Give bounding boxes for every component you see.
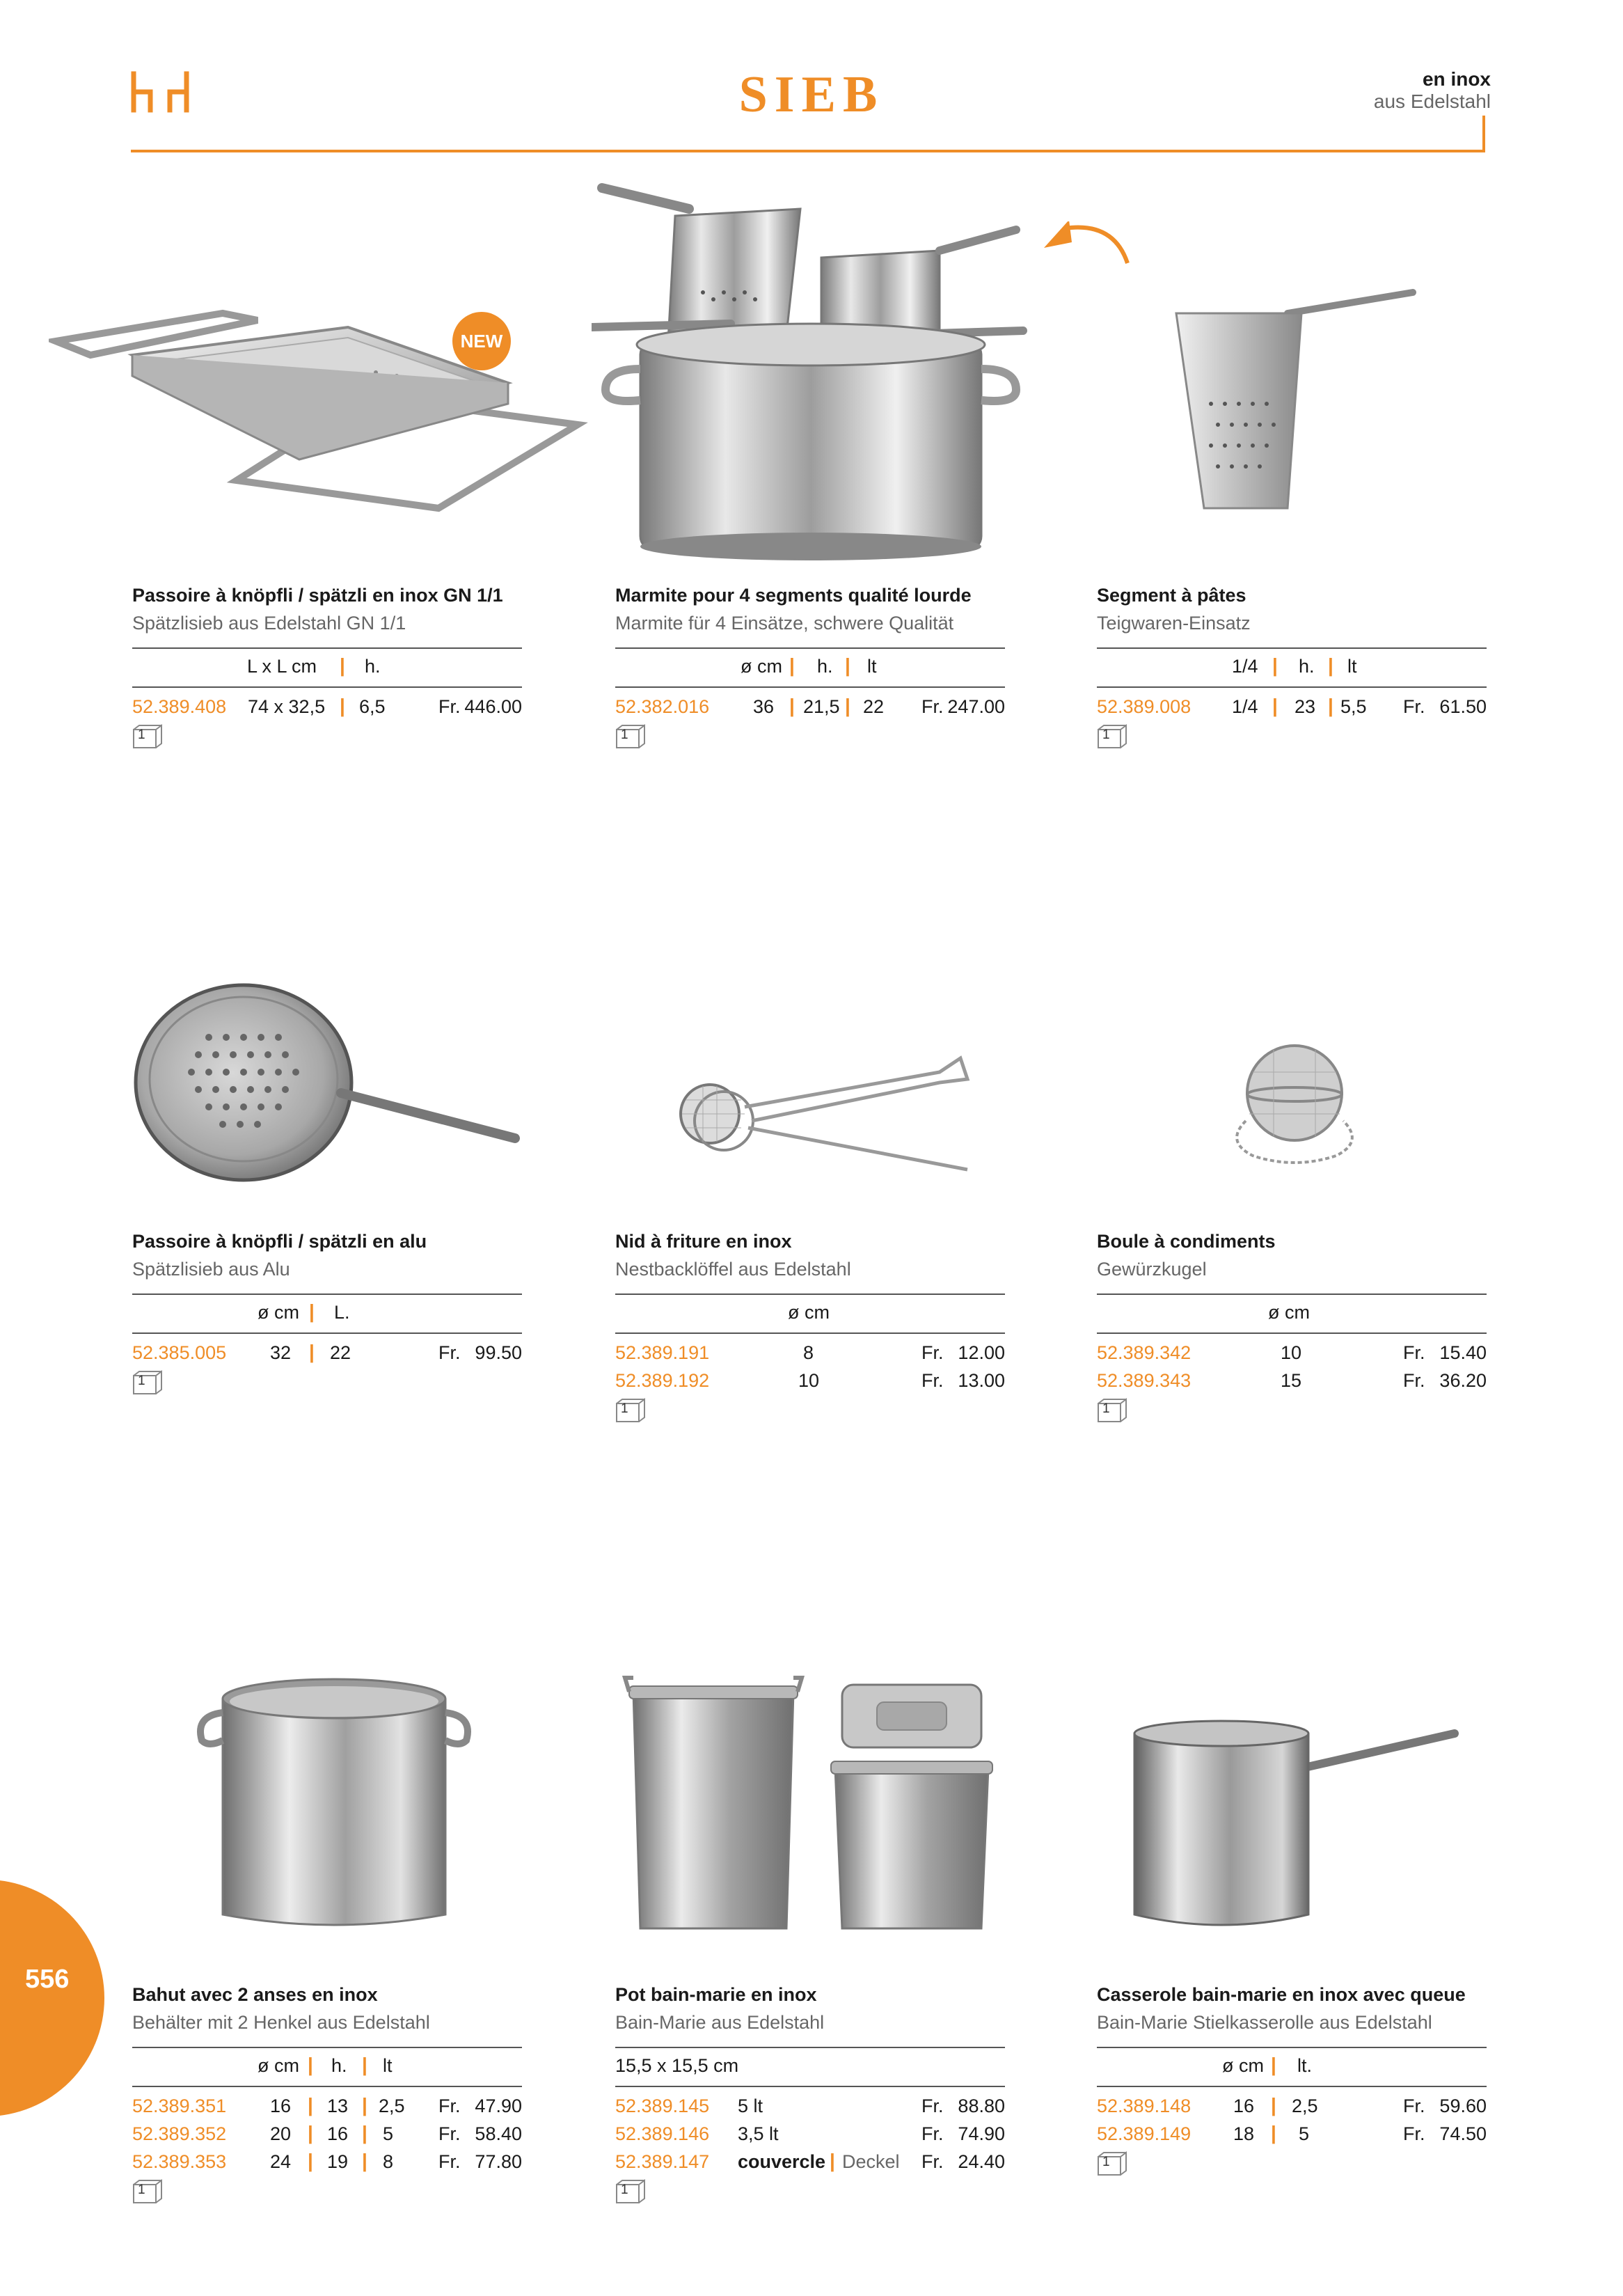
header-rule-tick — [1482, 116, 1485, 152]
price: 247.00 — [947, 696, 1005, 717]
table-cell: 22 — [863, 696, 885, 717]
column-separator: | — [845, 654, 850, 676]
package-quantity: 1 — [138, 1374, 145, 1388]
column-header: h. — [817, 656, 833, 677]
table-cell: 2,5 — [379, 2096, 405, 2116]
table-cell: 8 — [803, 1342, 814, 1363]
column-separator: | — [1271, 2122, 1276, 2144]
article-number: 52.389.147 — [615, 2151, 710, 2172]
column-separator: | — [1271, 2054, 1276, 2075]
price: 61.50 — [1439, 696, 1487, 717]
product-card — [1097, 1231, 1487, 1416]
product-card — [1097, 1984, 1487, 2193]
product-card — [615, 1984, 1005, 2197]
column-header: ø cm — [258, 2055, 299, 2076]
article-number: 52.389.352 — [132, 2123, 227, 2144]
header-subtitle-de: aus Edelstahl — [1373, 91, 1491, 112]
table-rule — [132, 1294, 522, 1295]
currency: Fr. — [1403, 1342, 1425, 1363]
column-header: ø cm — [788, 1302, 830, 1323]
column-header: L x L cm — [247, 656, 317, 677]
table-cell: 22 — [330, 1342, 351, 1363]
table-cell: 10 — [798, 1370, 820, 1391]
table-cell: 6,5 — [359, 696, 386, 717]
price: 74.90 — [958, 2123, 1005, 2144]
article-number: 52.389.192 — [615, 1370, 710, 1391]
table-cell: 16 — [270, 2096, 292, 2116]
column-header: ø cm — [1222, 2055, 1264, 2076]
table-rule — [615, 686, 1005, 688]
product-title-fr: Pot bain-marie en inox — [615, 1984, 817, 2005]
package-quantity: 1 — [1102, 2155, 1110, 2169]
product-title-de: Gewürzkugel — [1097, 1259, 1207, 1280]
column-separator: | — [308, 2122, 313, 2144]
column-separator: | — [308, 2094, 313, 2116]
product-image-stock-pot — [188, 1671, 480, 1935]
column-separator: | — [362, 2094, 367, 2116]
column-header: L. — [334, 1302, 350, 1323]
product-title-fr: Passoire à knöpfli / spätzli en inox GN 1/1 — [132, 585, 503, 606]
price: 13.00 — [958, 1370, 1005, 1391]
article-number: 52.385.005 — [132, 1342, 227, 1363]
package-box-icon — [615, 2179, 640, 2200]
table-rule — [1097, 1294, 1487, 1295]
column-separator: | — [340, 654, 345, 676]
product-image-bain-marie-pot — [619, 1671, 995, 1935]
table-rule — [132, 2047, 522, 2048]
column-separator: | — [309, 1341, 315, 1362]
table-rule — [1097, 2086, 1487, 2087]
table-cell: 21,5 — [803, 696, 840, 717]
article-number: 52.389.146 — [615, 2123, 710, 2144]
table-cell: 16 — [1233, 2096, 1255, 2116]
table-cell: 15 — [1281, 1370, 1302, 1391]
article-number: 52.389.343 — [1097, 1370, 1191, 1391]
table-cell: 18 — [1233, 2123, 1255, 2144]
column-header: lt — [383, 2055, 393, 2076]
page-title: SIEB — [738, 66, 885, 123]
price: 24.40 — [958, 2151, 1005, 2172]
column-header: ø cm — [258, 1302, 299, 1323]
product-title-de: Bain-Marie Stielkasserolle aus Edelstahl — [1097, 2012, 1432, 2033]
package-quantity: 1 — [1102, 1401, 1110, 1416]
product-image-alu-sieve — [125, 968, 529, 1184]
currency: Fr. — [438, 696, 461, 717]
currency: Fr. — [921, 2123, 944, 2144]
package-quantity: 1 — [138, 2183, 145, 2197]
product-title-de: Marmite für 4 Einsätze, schwere Qualität — [615, 613, 954, 634]
table-rule — [615, 2086, 1005, 2087]
product-image-bain-marie-casserole — [1121, 1713, 1468, 1935]
table-cell: 5,5 — [1340, 696, 1367, 717]
column-header: lt — [867, 656, 877, 677]
product-image-marmite — [592, 174, 1037, 564]
package-box-icon — [615, 1398, 640, 1419]
package-quantity: 1 — [1102, 728, 1110, 742]
column-separator: | — [362, 2150, 367, 2171]
price: 47.90 — [475, 2096, 522, 2116]
column-header: ø cm — [741, 656, 782, 677]
currency: Fr. — [921, 2096, 944, 2116]
price: 15.40 — [1439, 1342, 1487, 1363]
price: 99.50 — [475, 1342, 522, 1363]
column-separator: | — [309, 1300, 315, 1322]
table-rule — [1097, 686, 1487, 688]
table-rule — [615, 2047, 1005, 2048]
currency: Fr. — [921, 2151, 944, 2172]
product-card — [132, 585, 522, 752]
product-title-fr: Marmite pour 4 segments qualité lourde — [615, 585, 972, 606]
table-rule — [615, 1332, 1005, 1334]
product-card — [615, 1231, 1005, 1416]
table-cell-fr: couvercle — [738, 2151, 826, 2172]
column-header: 15,5 x 15,5 cm — [615, 2055, 739, 2076]
column-header: 1/4 — [1232, 656, 1258, 677]
table-rule — [132, 2086, 522, 2087]
package-quantity: 1 — [621, 728, 628, 742]
column-separator: | — [1328, 695, 1333, 716]
product-title-fr: Nid à friture en inox — [615, 1231, 792, 1252]
column-header: h. — [1299, 656, 1315, 677]
table-cell: 3,5 lt — [738, 2123, 779, 2144]
product-image-frying-nest — [647, 1051, 981, 1177]
table-rule — [132, 686, 522, 688]
column-separator: | — [789, 654, 795, 676]
package-box-icon — [1097, 1398, 1122, 1419]
header-rule — [131, 150, 1485, 152]
article-number: 52.389.353 — [132, 2151, 227, 2172]
table-cell: 36 — [753, 696, 775, 717]
table-cell: 23 — [1295, 696, 1316, 717]
price: 36.20 — [1439, 1370, 1487, 1391]
column-separator: | — [1272, 695, 1278, 716]
product-image-pasta-segment — [1162, 285, 1427, 515]
product-title-de: Behälter mit 2 Henkel aus Edelstahl — [132, 2012, 430, 2033]
article-number: 52.389.342 — [1097, 1342, 1191, 1363]
currency: Fr. — [921, 1342, 944, 1363]
table-cell: 8 — [383, 2151, 394, 2172]
price: 59.60 — [1439, 2096, 1487, 2116]
table-cell: 1/4 — [1232, 696, 1258, 717]
table-cell: 10 — [1281, 1342, 1302, 1363]
product-title-de: Spätzlisieb aus Edelstahl GN 1/1 — [132, 613, 406, 634]
package-box-icon — [132, 2179, 157, 2200]
price: 88.80 — [958, 2096, 1005, 2116]
currency: Fr. — [1403, 1370, 1425, 1391]
table-cell: 24 — [270, 2151, 292, 2172]
product-title-de: Bain-Marie aus Edelstahl — [615, 2012, 825, 2033]
column-separator: | — [1271, 2094, 1276, 2116]
currency: Fr. — [1403, 2123, 1425, 2144]
column-separator: | — [845, 695, 850, 716]
page-number: 556 — [25, 1965, 70, 1994]
currency: Fr. — [921, 1370, 944, 1391]
price: 12.00 — [958, 1342, 1005, 1363]
table-cell: 20 — [270, 2123, 292, 2144]
table-rule — [615, 647, 1005, 649]
package-box-icon — [1097, 724, 1122, 745]
article-number: 52.389.408 — [132, 696, 227, 717]
table-rule — [1097, 2047, 1487, 2048]
table-cell: 5 — [1299, 2123, 1310, 2144]
column-header: h. — [331, 2055, 347, 2076]
package-box-icon — [132, 1370, 157, 1391]
column-header: lt. — [1297, 2055, 1313, 2076]
curved-arrow-icon — [1037, 221, 1134, 270]
article-number: 52.389.148 — [1097, 2096, 1191, 2116]
currency: Fr. — [1403, 2096, 1425, 2116]
table-cell: 5 — [383, 2123, 394, 2144]
table-rule — [1097, 1332, 1487, 1334]
column-separator: | — [362, 2054, 367, 2075]
package-quantity: 1 — [138, 728, 145, 742]
product-title-de: Teigwaren-Einsatz — [1097, 613, 1251, 634]
product-title-fr: Casserole bain-marie en inox avec queue — [1097, 1984, 1466, 2005]
package-quantity: 1 — [621, 2183, 628, 2197]
currency: Fr. — [438, 2123, 461, 2144]
table-cell: 2,5 — [1292, 2096, 1318, 2116]
table-cell: 5 lt — [738, 2096, 763, 2116]
price: 74.50 — [1439, 2123, 1487, 2144]
table-rule — [132, 1332, 522, 1334]
column-separator: | — [308, 2054, 313, 2075]
page-number-tab — [0, 1880, 104, 2116]
new-badge: NEW — [452, 312, 511, 370]
article-number: 52.389.149 — [1097, 2123, 1191, 2144]
table-cell: 19 — [327, 2151, 349, 2172]
product-title-fr: Segment à pâtes — [1097, 585, 1246, 606]
package-box-icon — [1097, 2151, 1122, 2172]
package-box-icon — [615, 724, 640, 745]
product-card — [132, 1984, 522, 2197]
currency: Fr. — [1403, 696, 1425, 717]
price: 58.40 — [475, 2123, 522, 2144]
article-number: 52.389.008 — [1097, 696, 1191, 717]
table-cell: 13 — [327, 2096, 349, 2116]
column-header: ø cm — [1268, 1302, 1310, 1323]
package-box-icon — [132, 724, 157, 745]
price: 77.80 — [475, 2151, 522, 2172]
column-separator: | — [830, 2150, 835, 2171]
currency: Fr. — [438, 2096, 461, 2116]
column-header: lt — [1347, 656, 1357, 677]
column-header: h. — [365, 656, 381, 677]
product-card — [132, 1231, 522, 1398]
article-number: 52.389.145 — [615, 2096, 710, 2116]
table-rule — [615, 1294, 1005, 1295]
product-title-fr: Passoire à knöpfli / spätzli en alu — [132, 1231, 427, 1252]
product-title-fr: Boule à condiments — [1097, 1231, 1276, 1252]
column-separator: | — [789, 695, 795, 716]
column-separator: | — [1328, 654, 1333, 676]
article-number: 52.389.191 — [615, 1342, 710, 1363]
column-separator: | — [308, 2150, 313, 2171]
product-title-de: Spätzlisieb aus Alu — [132, 1259, 290, 1280]
table-rule — [132, 647, 522, 649]
product-card — [1097, 585, 1487, 752]
product-title-fr: Bahut avec 2 anses en inox — [132, 1984, 378, 2005]
table-cell: 16 — [327, 2123, 349, 2144]
article-number: 52.382.016 — [615, 696, 710, 717]
table-cell: 32 — [270, 1342, 292, 1363]
column-separator: | — [1272, 654, 1278, 676]
product-title-de: Nestbacklöffel aus Edelstahl — [615, 1259, 851, 1280]
currency: Fr. — [921, 696, 944, 717]
price: 446.00 — [464, 696, 522, 717]
package-quantity: 1 — [621, 1401, 628, 1416]
product-image-spice-ball — [1211, 1037, 1378, 1177]
column-separator: | — [340, 695, 345, 716]
table-cell-de: Deckel — [842, 2151, 900, 2172]
table-cell: 74 x 32,5 — [248, 696, 326, 717]
product-card — [615, 585, 1005, 752]
column-separator: | — [362, 2122, 367, 2144]
article-number: 52.389.351 — [132, 2096, 227, 2116]
table-rule — [1097, 647, 1487, 649]
currency: Fr. — [438, 1342, 461, 1363]
header-subtitle-fr: en inox — [1422, 68, 1491, 90]
currency: Fr. — [438, 2151, 461, 2172]
